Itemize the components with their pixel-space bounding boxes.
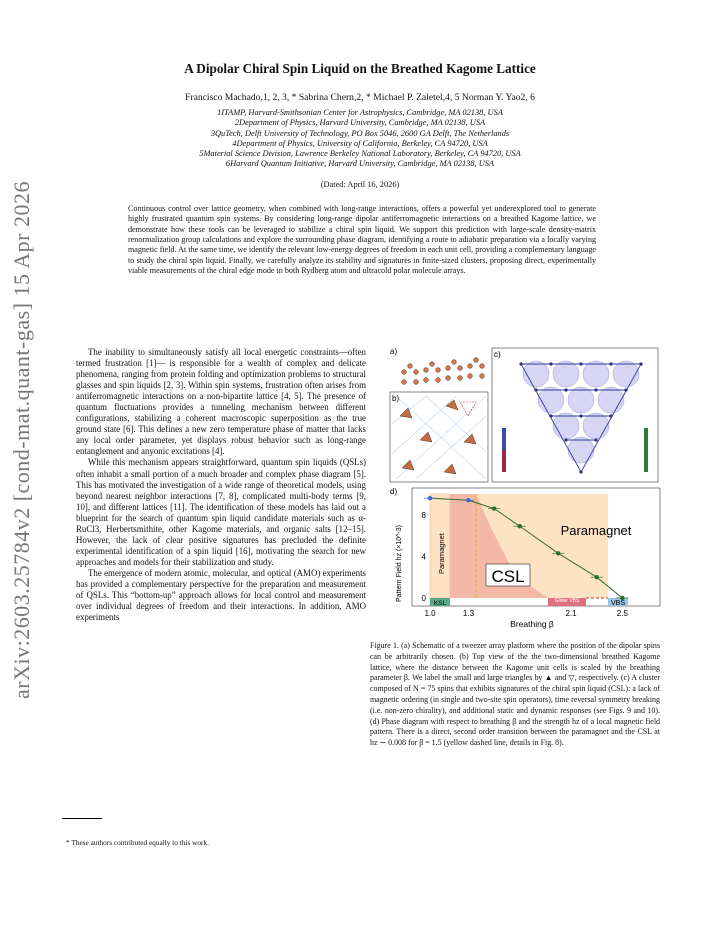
panel-d-phase-diagram — [390, 487, 660, 629]
body-column — [76, 347, 366, 623]
panel-label-a: a) — [390, 347, 398, 356]
footnote-rule — [62, 818, 102, 819]
footnote: * These authors contributed equally to this work. — [66, 838, 209, 847]
paper-title: A Dipolar Chiral Spin Liquid on the Breathed Kagome Lattice — [184, 61, 536, 76]
figure-caption: Figure 1. (a) Schematic of a tweezer array platform where the position of the dipolar spins can be arbitrarily chosen. (b) Top view of the the two-dimensional breathed Kagome lattice, where the distance between the Kagome unit cells is scaled by the breathing parameter β. We label the small and large triangles by ▲ and ▽, respectively. (c) A cluster composed of N = 75 spins that exhibits signatures of the chiral spin liquid (CSL): a lack of magnetic ordering (in single and two-site spin operators), time reversal symmetry breaking (i.e. non-zero chirality), and additional static and dynamic responses (see Figs. 9 and 10). (d) Phase diagram with respect to breathing β and the strength hz of a local magnetic field pattern. There is a direct, second order transition between the paramagnet and the CSL at hz ∼ 0.008 for β = 1.5 (yellow dashed line, details in Fig. 8). — [370, 641, 660, 748]
body-paragraph: The emergence of modern atomic, molecular, and optical (AMO) experiments has provided a complementary perspective for the preparation and measurement of QSLs. This “bottom-up” approach allows for local control and measurement over individual degrees of freedom and their interactions. In addition, AMO experiments — [76, 567, 366, 623]
csl-label-box — [486, 564, 530, 586]
region-label-vbs: VBS — [610, 600, 626, 607]
body-paragraph: While this mechanism appears straightforward, quantum spin liquids (QSLs) often inhabit a small portion of a much broader and complex phase diagram [5]. This has motivated the investigation of a wide range of theoretical models, using beyond nearest neighbor interactions [7, 8], complicated multi-body terms [9, 10], and different lattices [11]. The identification of these models has laid out a blueprint for the search of quantum spin liquid candidate materials such as α-RuCl3, Herbertsmithite, other Kagome materials, and organic salts [12–15]. However, the lack of clear positive signatures has precluded the definite experimental identification of a spin liquid [16], motivating the search for new approaches and models for their stabilization and study. — [76, 457, 366, 567]
abstract: Continuous control over lattice geometry, when combined with long-range interactions, offers a powerful yet underexplored tool to generate highly frustrated quantum spin systems. By considering long-range dipolar antiferromagnetic interactions on a breathed Kagome lattice, we demonstrate how these tools can be leveraged to stabilize a chiral spin liquid. We support this prediction with large-scale density-matrix renormalization group calculations and explore the surrounding phase diagram, identifying a route to adiabatic preparation via a locally varying magnetic field. At the same time, we identify the relevant low-energy degrees of freedom in each unit cell, providing a complementary language to study the chiral spin liquid. Finally, we carefully analyze its stability and signatures in finite-sized clusters, proposing direct, experimentally viable measurements of the chiral edge mode in both Rydberg atom and ultracold polar molecule arrays. — [128, 204, 596, 276]
x-tick-label: 2.5 — [616, 609, 628, 618]
affiliation: 6Harvard Quantum Initiative, Harvard University, Cambridge, MA 02138, USA — [225, 159, 495, 169]
x-axis-label: Breathing β — [510, 619, 554, 629]
region-label-paramagnet-vertical: Paramagnet — [437, 533, 446, 574]
affiliation: 3QuTech, Delft University of Technology, PO Box 5046, 2600 GA Delft, The Netherlands — [210, 128, 510, 138]
date-line: (Dated: April 16, 2026) — [320, 180, 400, 189]
panel-c-cluster — [492, 348, 658, 482]
y-tick-label: 4 — [421, 552, 426, 562]
region-label-csl: CSL — [491, 567, 525, 586]
arxiv-sidebar — [0, 181, 44, 699]
affiliation: 2Department of Physics, Harvard University, Cambridge, MA 02138, USA — [234, 118, 486, 128]
region-label-ksl: KSL — [433, 600, 447, 607]
panel-label-c: c) — [494, 350, 501, 359]
y-tick-label: 0 — [421, 594, 426, 603]
y-tick-label: 8 — [421, 510, 426, 520]
region-label-paramagnet: Paramagnet — [560, 523, 632, 538]
figure-1 — [386, 344, 662, 630]
panel-label-d: d) — [390, 487, 398, 496]
affiliations — [120, 108, 600, 170]
x-tick-label: 1.0 — [424, 609, 436, 618]
affiliation: 4Department of Physics, University of California, Berkeley, CA 94720, USA — [232, 138, 488, 148]
panel-label-b: b) — [392, 394, 400, 403]
x-tick-label: 1.3 — [462, 609, 475, 618]
affiliation: 5Material Science Division, Lawrence Berkeley National Laboratory, Berkeley, CA 94720, USA — [199, 149, 521, 159]
panel-b-lattice — [390, 392, 488, 482]
body-paragraph: The inability to simultaneously satisfy all local energetic constraints—often termed frustration [1]— is responsible for a wealth of complex and delicate phenomena, ranging from protein folding and optimization problems to structural glasses and spin liquids [2, 3]. Within spin systems, frustration often arises from antiferromagnetic interactions on a non-bipartite lattice [4, 5]. The presence of quantum fluctuations provides a tunneling mechanism between different configurations, stabilizing a coherent macroscopic superposition as the true ground state [6]. This defines a new zero temperature phase of matter that lacks any local order parameter, yet displays robust behavior such as long-range entanglement and anyonic excitations [4]. — [76, 347, 366, 457]
affiliation: 1ITAMP, Harvard-Smithsonian Center for Astrophysics, Cambridge, MA 02138, USA — [217, 108, 503, 117]
x-tick-label: 2.1 — [565, 609, 577, 618]
arxiv-identifier: arXiv:2603.25784v2 [cond-mat.quant-gas] 15 Apr 2026 — [9, 181, 34, 699]
region-label-glider-vbs: Glider VBS — [554, 598, 580, 604]
y-axis-label: Pattern Field hz (×10^-3) — [396, 524, 403, 602]
panel-a-tweezer-array — [390, 347, 484, 384]
author-list: Francisco Machado,1, 2, 3, * Sabrina Chern,2, * Michael P. Zaletel,4, 5 Norman Y. Yao2, 6 — [185, 92, 535, 103]
